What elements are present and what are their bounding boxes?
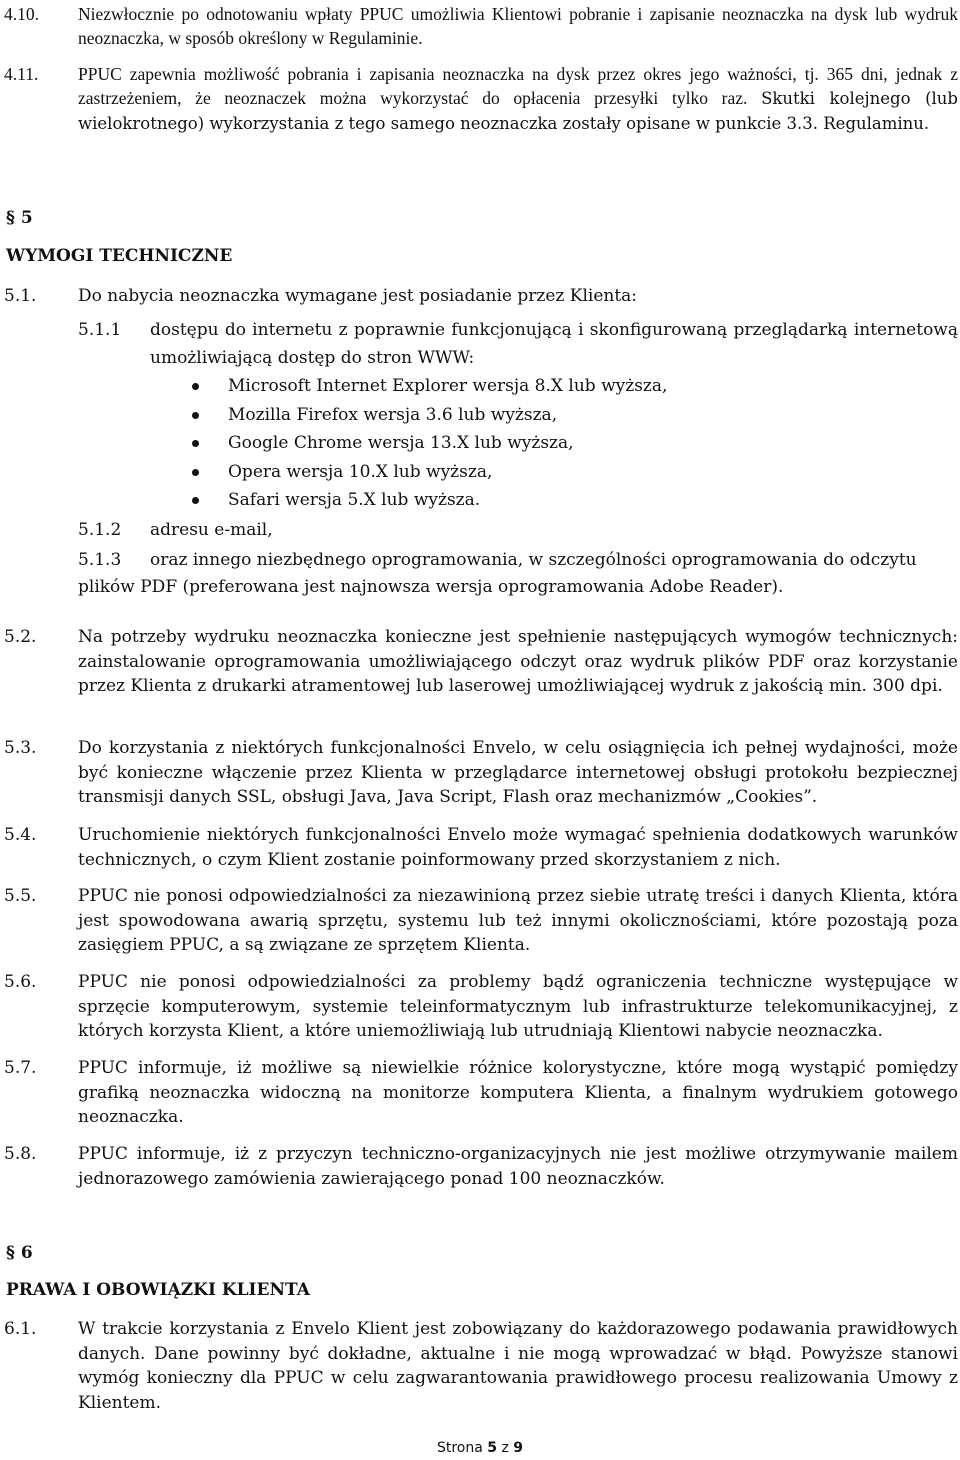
paragraph-text-part-b: Skutki kolejnego (lub wielokrotnego) wykorzystania z tego samego neoznaczka zostały opisane w punkcie 3.3. Regulaminu. (78, 89, 958, 133)
paragraph-5-1-3 (0, 546, 958, 600)
paragraph-5-4 (0, 823, 958, 872)
page-of-label: z (501, 1440, 509, 1456)
paragraph-number: 5.2. (4, 627, 37, 647)
section-number: 5 (20, 208, 33, 228)
section-5-heading (6, 208, 33, 228)
list-item: Safari wersja 5.X lub wyższa. (188, 486, 667, 515)
paragraph-5-1-1 (0, 316, 958, 372)
bullet-icon (192, 497, 199, 504)
paragraph-text (78, 62, 958, 136)
paragraph-4-11 (0, 62, 958, 136)
paragraph-5-2 (0, 625, 958, 699)
paragraph-5-8 (0, 1142, 958, 1191)
paragraph-text-second-line: plików PDF (preferowana jest najnowsza wersja oprogramowania Adobe Reader). (78, 577, 784, 597)
total-pages-number: 9 (513, 1440, 524, 1456)
paragraph-text: dostępu do internetu z poprawnie funkcjonującą i skonfigurowaną przeglądarką internetową umożliwiającą dostęp do stron WWW: (150, 320, 958, 368)
paragraph-text-first-line: oraz innego niezbędnego oprogramowania, w szczególności oprogramowania do odczytu (150, 550, 917, 570)
paragraph-text: PPUC nie ponosi odpowiedzialności za problemy bądź ograniczenia techniczne występujące w sprzęcie komputerowym, systemie teleinformatycznym lub infrastrukturze telekomunikacyjnej, z których korzysta Klient, a które uniemożliwiają lub utrudniają Klientowi nabycie neoznaczka. (78, 972, 958, 1041)
paragraph-text: Uruchomienie niektórych funkcjonalności Envelo może wymagać spełnienia dodatkowych warunków technicznych, o czym Klient zostanie poinformowany przed skorzystaniem z nich. (78, 825, 958, 870)
paragraph-number: 4.11. (4, 64, 39, 84)
paragraph-5-1-2 (0, 516, 958, 544)
bullet-icon (192, 412, 199, 419)
paragraph-text: W trakcie korzystania z Envelo Klient jest zobowiązany do każdorazowego podawania prawidłowych danych. Dane powinny być dokładne, aktualne i nie mogą wprowadzać w błąd. Powyższe stanowi wymóg konieczny dla PPUC w celu zagwarantowania prawidłowego procesu realizowania Umowy z Klientem. (78, 1319, 958, 1413)
paragraph-5-6 (0, 970, 958, 1044)
bullet-icon (192, 440, 199, 447)
paragraph-5-1 (0, 284, 958, 309)
paragraph-number: 5.5. (4, 886, 37, 906)
paragraph-text: Niezwłocznie po odnotowaniu wpłaty PPUC umożliwia Klientowi pobranie i zapisanie neoznaczka na dysk lub wydruk neoznaczka, w sposób określony w Regulaminie. (78, 4, 958, 48)
paragraph-sign: § (6, 208, 15, 228)
paragraph-number: 5.6. (4, 972, 37, 992)
paragraph-5-7 (0, 1056, 958, 1130)
paragraph-text: Na potrzeby wydruku neoznaczka konieczne jest spełnienie następujących wymogów technicznych: zainstalowanie oprogramowania umożliwiającego odczyt oraz wydruk plików PDF oraz korzystanie przez Klienta z drukarki atramentowej lub laserowej umożliwiającej wydruk z jakością min. 300 dpi. (78, 627, 958, 696)
paragraph-text: PPUC nie ponosi odpowiedzialności za niezawinioną przez siebie utratę treści i danych Klienta, która jest spowodowana awarią sprzętu, systemu lub też innymi okolicznościami, które pozostają poza zasięgiem PPUC, a są związane ze sprzętem Klienta. (78, 886, 958, 955)
paragraph-sign: § (6, 1243, 15, 1263)
section-5-title: WYMOGI TECHNICZNE (6, 246, 233, 266)
list-item: Mozilla Firefox wersja 3.6 lub wyższa, (188, 401, 667, 430)
bullet-icon (192, 469, 199, 476)
paragraph-number: 5.8. (4, 1144, 37, 1164)
paragraph-number: 5.1.1 (78, 320, 122, 340)
bullet-icon (192, 383, 199, 390)
list-item: Microsoft Internet Explorer wersja 8.X lub wyższa, (188, 372, 667, 401)
page-label: Strona (436, 1440, 483, 1456)
browser-list (188, 372, 667, 515)
paragraph-number: 5.7. (4, 1058, 37, 1078)
paragraph-text: PPUC informuje, iż możliwe są niewielkie różnice kolorystyczne, które mogą wystąpić pomiędzy grafiką neoznaczka widoczną na monitorze komputera Klienta, a finalnym wydrukiem gotowego neoznaczka. (78, 1058, 958, 1127)
list-item: Google Chrome wersja 13.X lub wyższa, (188, 429, 667, 458)
list-item: Opera wersja 10.X lub wyższa, (188, 458, 667, 487)
paragraph-number: 6.1. (4, 1319, 37, 1339)
paragraph-6-1 (0, 1317, 958, 1415)
paragraph-number: 5.4. (4, 825, 37, 845)
page-footer (0, 1440, 960, 1456)
paragraph-5-5 (0, 884, 958, 958)
paragraph-number: 4.10. (4, 4, 39, 24)
paragraph-number: 5.1. (4, 286, 37, 306)
paragraph-text-part-a: PPUC zapewnia możliwość pobrania i zapisania neoznaczka na dysk przez okres jego ważności, tj. 365 dni, jednak z zastrzeżeniem, że neoznaczek można wykorzystać do opłacenia przesyłki tylko raz. (78, 64, 958, 108)
current-page-number: 5 (487, 1440, 498, 1456)
section-6-heading (6, 1243, 33, 1263)
paragraph-text: Do korzystania z niektórych funkcjonalności Envelo, w celu osiągnięcia ich pełnej wydajności, może być konieczne włączenie przez Klienta w przeglądarce internetowej obsługi protokołu bezpiecznej transmisji danych SSL, obsługi Java, Java Script, Flash oraz mechanizmów „Cookies”. (78, 738, 958, 807)
section-number: 6 (20, 1243, 33, 1263)
paragraph-5-3 (0, 736, 958, 810)
paragraph-number: 5.3. (4, 738, 37, 758)
paragraph-text: PPUC informuje, iż z przyczyn techniczno-organizacyjnych nie jest możliwe otrzymywanie mailem jednorazowego zamówienia zawierającego ponad 100 neoznaczków. (78, 1144, 958, 1189)
paragraph-text: adresu e-mail, (150, 520, 273, 540)
paragraph-number: 5.1.2 (78, 520, 122, 540)
section-6-title: PRAWA I OBOWIĄZKI KLIENTA (6, 1280, 310, 1300)
paragraph-4-10 (0, 2, 958, 50)
paragraph-number: 5.1.3 (78, 550, 122, 570)
paragraph-text: Do nabycia neoznaczka wymagane jest posiadanie przez Klienta: (78, 286, 638, 306)
